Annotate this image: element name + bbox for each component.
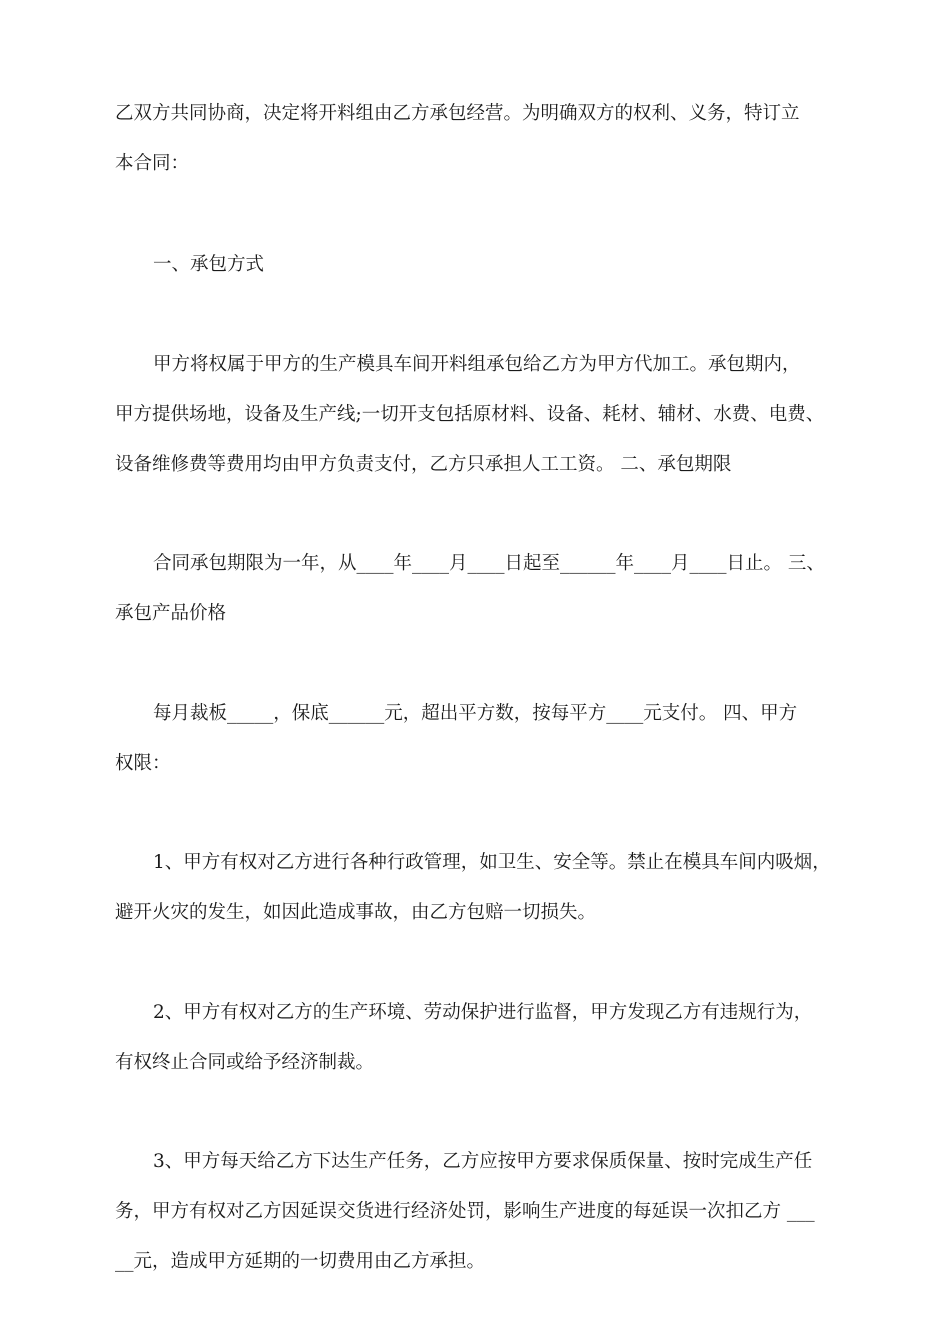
section-heading: 一、承包方式 [153,254,265,275]
text-line: 本合同： [115,153,190,174]
text-line: 每月裁板_____，保底______元，超出平方数，按每平方____元支付。 四、甲方 [153,703,798,724]
text-line: 合同承包期限为一年，从____年____月____日起至______年____月____日止。 三、 [153,553,825,574]
text-line: 1、甲方有权对乙方进行各种行政管理，如卫生、安全等。禁止在模具车间内吸烟， [153,852,831,873]
text-line: 权限： [115,753,171,774]
text-line: __元，造成甲方延期的一切费用由乙方承担。 [115,1251,486,1272]
text-line: 乙双方共同协商，决定将开料组由乙方承包经营。为明确双方的权利、义务，特订立 [115,103,800,124]
text-line: 承包产品价格 [115,603,227,624]
text-line: 甲方将权属于甲方的生产模具车间开料组承包给乙方为甲方代加工。承包期内， [153,354,801,375]
text-line: 避开火灾的发生，如因此造成事故，由乙方包赔一切损失。 [115,902,597,923]
text-line: 2、甲方有权对乙方的生产环境、劳动保护进行监督，甲方发现乙方有违规行为， [153,1002,813,1023]
text-line: 甲方提供场地，设备及生产线;一切开支包括原材料、设备、耗材、辅材、水费、电费、 [115,404,825,425]
text-line: 设备维修费等费用均由甲方负责支付，乙方只承担人工工资。 二、承包期限 [115,454,732,475]
text-line: 有权终止合同或给予经济制裁。 [115,1052,375,1073]
text-line: 务，甲方有权对乙方因延误交货进行经济处罚，影响生产进度的每延误一次扣乙方 ___ [115,1201,815,1222]
text-line: 3、甲方每天给乙方下达生产任务，乙方应按甲方要求保质保量、按时完成生产任 [153,1151,813,1172]
